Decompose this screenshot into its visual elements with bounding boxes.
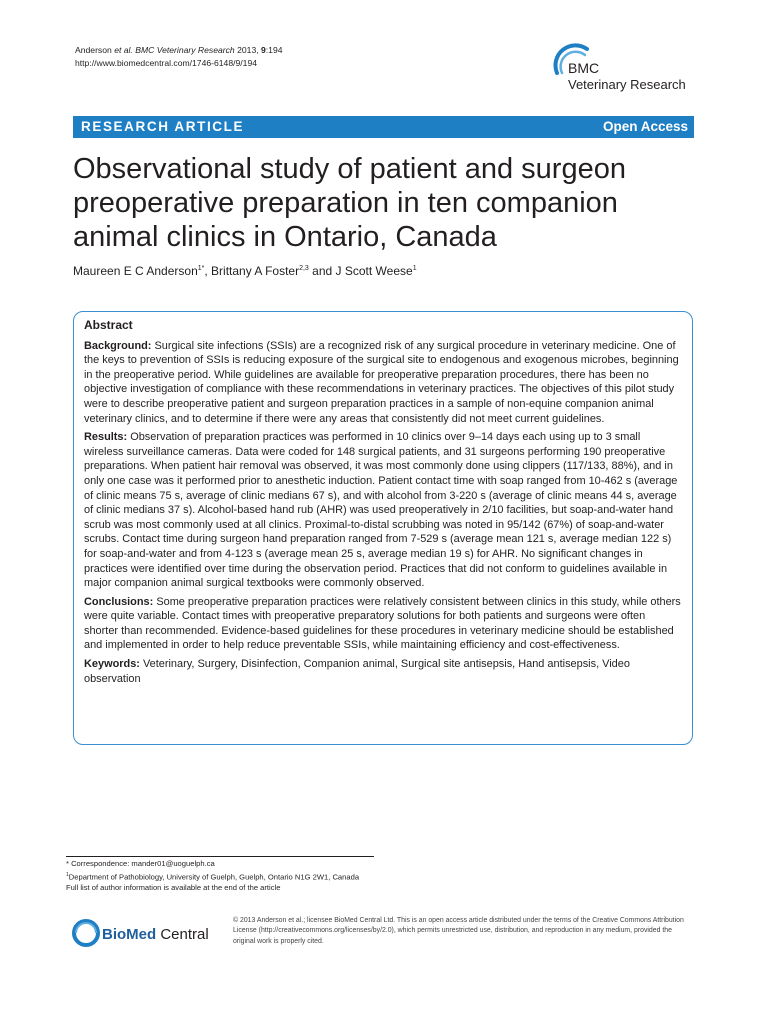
license-text: © 2013 Anderson et al.; licensee BioMed Central Ltd. This is an open access article distributed under the terms of the Creative Commons Attribution License (http://creativecommons.org/licenses/by/2.0), which permits unrestricted use, distribution, and reproduction in any medium, provided the original work is properly cited. [233,917,684,945]
section-text: Veterinary, Surgery, Disinfection, Companion animal, Surgical site antisepsis, Hand antisepsis, Video observation [84,658,630,685]
author-info-note: Full list of author information is available at the end of the article [66,883,281,893]
author-name[interactable]: Maureen E C Anderson [73,264,198,278]
section-label: Keywords: [84,658,140,671]
research-article-label: RESEARCH ARTICLE [81,119,245,134]
abstract-content [84,318,682,690]
affiliation-text: Department of Pathobiology, University of Guelph, Guelph, Ontario N1G 2W1, Canada [68,872,360,882]
logo-journal-text: Veterinary Research [568,77,686,92]
author-separator: and [308,264,336,278]
section-text: Some preoperative preparation practices were relatively consistent between clinics in this study, while others were quite variable. Contact times with preoperative preparatory solutions for both patients and surgeons were often shorter than recommended. Evidence-based guidelines for these procedures in veterinary medicine should be established and implemented in order to help reduce preventable SSIs, while maintaining efficiency and cost-effectiveness. [84,595,681,652]
abstract-keywords [84,657,682,686]
open-access-label: Open Access [602,119,688,134]
abstract-conclusions [84,595,682,653]
article-type-banner [73,116,694,138]
section-text: Surgical site infections (SSIs) are a recognized risk of any surgical procedure in veterinary medicine. One of the keys to prevention of SSIs is reducing exposure of the surgical site to endogenous and exogenous microbes, beginning in the preoperative period. While guidelines are available for preoperative preparation procedures, there has been no objective investigation of compliance with these recommendations in veterinary practices. The objectives of this pilot study were to describe preoperative patient and surgeon preparation practices in a sample of non-equine companion animal veterinary clinics, and to determine if there were any areas that consistently did not meet current guidelines. [84,339,679,425]
biomed-central-logo [70,915,220,951]
affiliation-sup: 1 [66,871,69,878]
citation-header [75,44,283,70]
affiliation-note [66,870,376,883]
author-affiliation-sup: 1* [197,265,205,272]
logo-central-text: Central [156,926,209,943]
citation-line [75,44,283,57]
abstract-results [84,430,682,591]
citation-pages: :194 [265,45,283,55]
bmc-veterinary-research-logo [553,43,703,95]
author-affiliation-sup: 2,3 [299,265,309,272]
author-name[interactable]: J Scott Weese [335,264,413,278]
article-title: Observational study of patient and surgeon preoperative preparation in ten companion animal clinics in Ontario, Canada [73,153,626,253]
citation-volume: 9 [261,45,266,55]
section-label: Background: [84,339,152,352]
citation-year: 2013, [234,45,261,55]
author-separator: , [204,264,212,278]
svg-text:BioMed Central [102,926,209,943]
section-label: Conclusions: [84,595,154,608]
footnote-divider [66,856,374,857]
section-text: Observation of preparation practices was performed in 10 clinics over 9–14 days each using up to 3 small wireless surveillance cameras. Data were coded for 148 surgical patients, and 31 surgeons performing 190 preoperative preparations. When patient hair removal was observed, it was most commonly done using clippers (117/133, 88%), and in only one case was it performed prior to anesthetic induction. Patient contact time with soap ranged from 10-462 s (average of clinic means 75 s, average of clinic medians 67 s), and with alcohol from 3-220 s (average of clinic means 44 s, average of clinic medians 37 s). Alcohol-based hand rub (AHR) was used preoperatively in 2/10 facilities, but soap-and-water hand scrub was most commonly used at all clinics. Proximal-to-distal scrubbing was noted in 95/142 (67%) of soap-and-water scrubs. Contact time during surgeon hand preparation ranged from 7-529 s (average mean 121 s, average median 122 s) for soap-and-water and from 4-123 s (average mean 25 s, average median 19 s) for AHR. No significant changes in practices were identified over time during the observation period. Practices that did not conform to guidelines available in major companion animal surgical textbooks were commonly observed. [84,431,678,590]
section-label: Results: [84,431,128,444]
footnotes [66,859,376,894]
correspondence-note[interactable]: * Correspondence: mander01@uoguelph.ca [66,859,215,868]
abstract-heading: Abstract [84,318,133,332]
citation-prefix: Anderson [75,45,115,55]
author-list [73,264,417,278]
author-affiliation-sup: 1 [412,265,417,272]
abstract-box [73,311,693,745]
logo-bmc-text: BMC [568,60,600,76]
citation-etal: et al. BMC Veterinary Research [114,45,235,55]
author-name[interactable]: Brittany A Foster [211,264,300,278]
abstract-background [84,339,682,427]
logo-biomed-text: BioMed [102,926,157,943]
article-url[interactable]: http://www.biomedcentral.com/1746-6148/9/194 [75,58,258,68]
